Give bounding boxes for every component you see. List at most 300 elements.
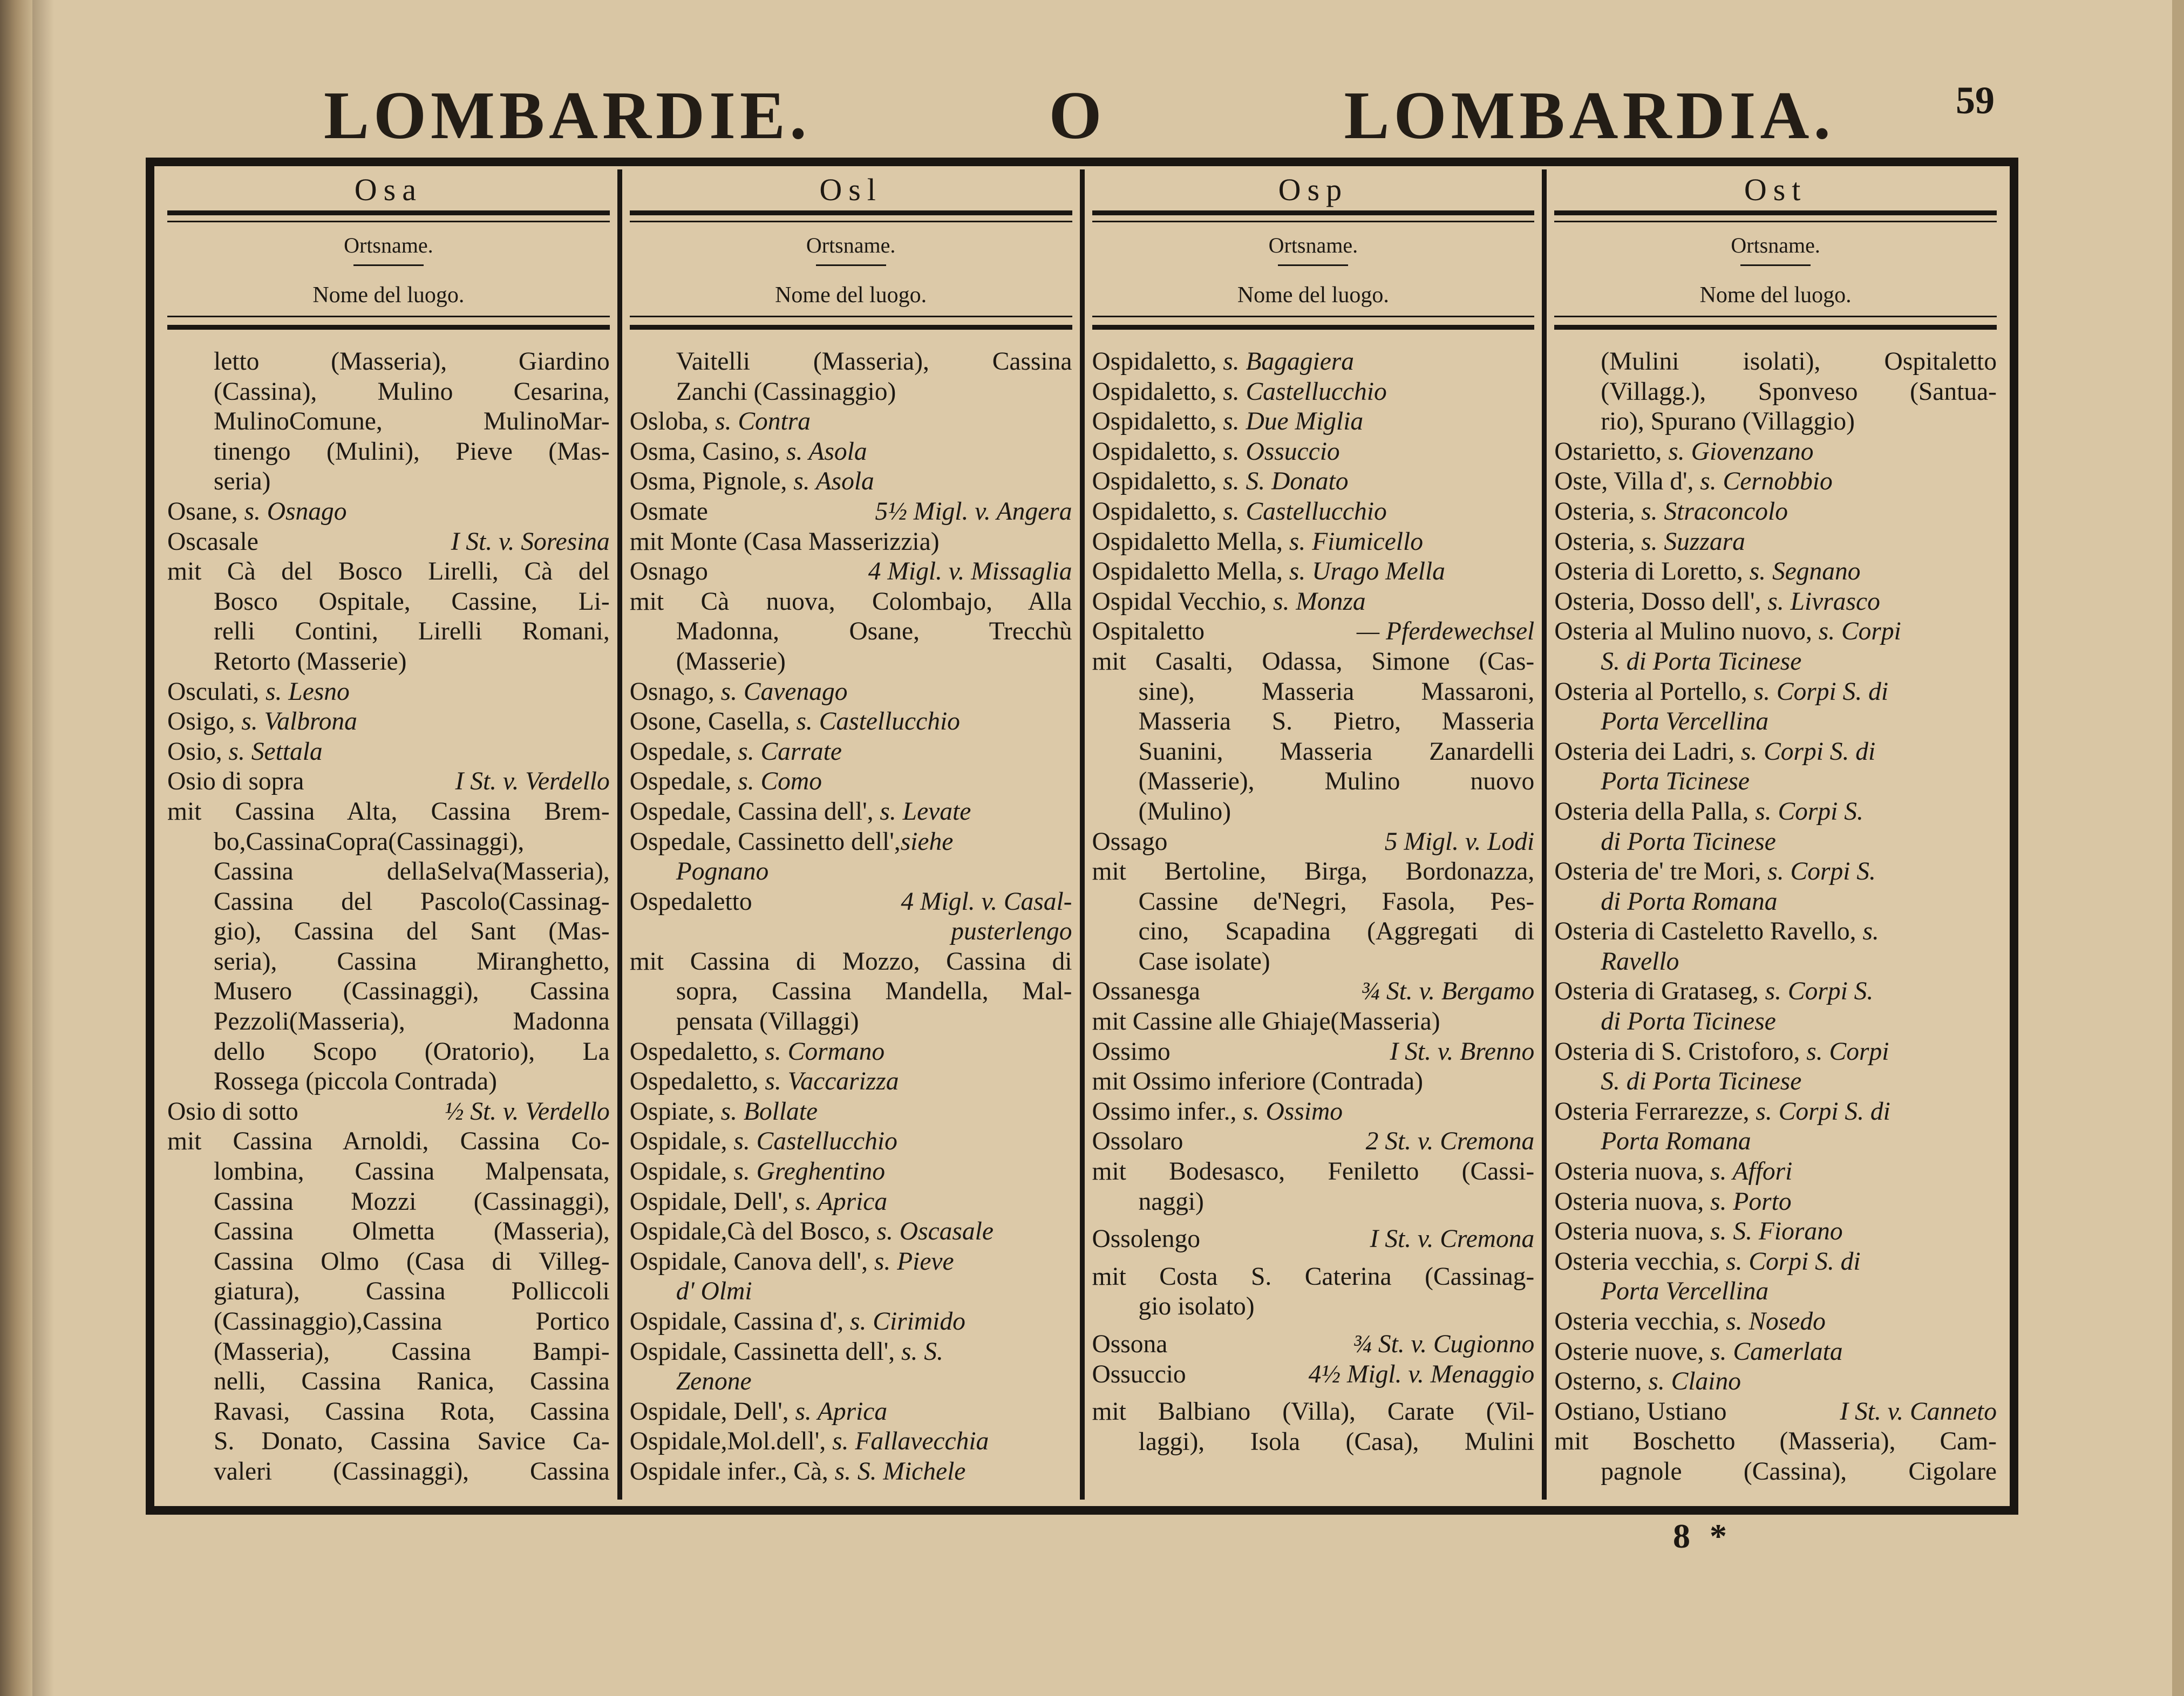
- entry-line: [630, 467, 1072, 497]
- entry-line: [167, 737, 610, 767]
- entry-line: [1554, 1367, 1997, 1397]
- see-ref-place: Corpi S.: [1787, 977, 1874, 1006]
- entry-text: Ossimo infer.,: [1092, 1097, 1237, 1126]
- entry-line: [1092, 977, 1535, 1007]
- entry-line: [1554, 1217, 1997, 1247]
- column-header: Osp: [1278, 172, 1349, 207]
- entry-text: giatura), Cassina Polliccoli: [214, 1277, 610, 1306]
- entry-line: [630, 407, 1072, 437]
- entry-italic: Ravello: [1601, 947, 1679, 976]
- entry-line: [630, 587, 1072, 617]
- entry-line: [167, 947, 610, 977]
- see-ref-place: Pieve: [897, 1247, 954, 1276]
- entry-text: mit Cà nuova, Colombajo, Alla: [629, 587, 1072, 616]
- entry-text: Ossuccio: [1092, 1360, 1186, 1388]
- entry-text: Pezzoli(Masseria), Madonna: [214, 1007, 610, 1036]
- entry-text: Osteria vecchia,: [1554, 1247, 1720, 1276]
- entry-distance: I St. v. Canneto: [1840, 1397, 1997, 1426]
- entry-text: sine), Masseria Massaroni,: [1138, 677, 1535, 706]
- see-ref-marker: s.: [1710, 1337, 1733, 1366]
- entry-text: Osteria della Palla,: [1554, 797, 1749, 826]
- column-header: Osl: [819, 172, 882, 207]
- see-ref-place: Asola: [808, 437, 867, 466]
- entry-line: [167, 407, 610, 437]
- entry-line: [1554, 617, 1997, 647]
- entry-text: Ossolengo: [1092, 1225, 1201, 1254]
- entry-line: [630, 377, 1072, 407]
- entry-line: [1092, 1330, 1535, 1360]
- see-ref-marker: s.: [1755, 797, 1778, 826]
- entry-italic: di Porta Ticinese: [1601, 827, 1776, 856]
- see-ref-marker: s.: [1726, 1247, 1749, 1276]
- see-ref-marker: s.: [738, 767, 761, 796]
- see-ref-place: Segnano: [1772, 557, 1861, 586]
- entry-line: [1092, 347, 1535, 377]
- double-rule: [1554, 316, 1997, 330]
- entry-line: [1554, 497, 1997, 527]
- entry-text: Ospidale, Dell',: [629, 1187, 789, 1216]
- see-ref-place: Affori: [1732, 1157, 1793, 1186]
- entry-text: gio isolato): [1138, 1292, 1255, 1321]
- entry-text: Osma, Casino,: [629, 437, 780, 466]
- see-ref-place: Greghentino: [756, 1157, 885, 1186]
- entry-line: [167, 1337, 610, 1367]
- see-ref-place: Claino: [1671, 1367, 1741, 1396]
- entry-line: [1554, 797, 1997, 827]
- see-ref-marker: s.: [1806, 1037, 1829, 1066]
- entry-line: [630, 1367, 1072, 1397]
- entry-distance: 5 Migl. v. Lodi: [1384, 827, 1535, 856]
- entry-line: [630, 1037, 1072, 1067]
- see-ref-place: Castellucchio: [1246, 377, 1387, 406]
- entry-distance: 4½ Migl. v. Menaggio: [1308, 1360, 1535, 1388]
- entry-line: [167, 767, 610, 797]
- entry-text: Ossolaro: [1092, 1127, 1183, 1156]
- entry-line: [167, 527, 610, 557]
- see-ref-marker: s.: [832, 1427, 855, 1456]
- entry-line: [630, 1067, 1072, 1097]
- double-rule: [1092, 316, 1535, 330]
- see-ref-place: Porto: [1733, 1187, 1792, 1216]
- entry-line: [1554, 347, 1997, 377]
- entry-text: pagnole (Cassina), Cigolare: [1601, 1457, 1997, 1486]
- entry-line: [167, 677, 610, 707]
- entry-line: [167, 617, 610, 647]
- entry-line: [167, 1427, 610, 1457]
- entry-line: [630, 527, 1072, 557]
- see-ref-marker: s.: [1273, 587, 1296, 616]
- entry-text: Ospidaletto,: [1092, 377, 1217, 406]
- entry-line: [1092, 827, 1535, 857]
- entry-line: [1092, 1262, 1535, 1292]
- see-ref-place: Corpi S.: [1778, 797, 1863, 826]
- entry-line: [167, 797, 610, 827]
- entry-distance: 2 St. v. Cremona: [1365, 1127, 1535, 1156]
- entry-text: Ospedale,: [629, 767, 732, 796]
- page-title: [324, 76, 1835, 156]
- see-ref-marker: s.: [1767, 857, 1791, 886]
- entry-line: [1092, 1360, 1535, 1390]
- entry-line: [167, 1127, 610, 1157]
- entry-italic: Pognano: [676, 857, 769, 886]
- entry-text: (Masserie): [676, 647, 786, 676]
- see-ref-place: S. Fiorano: [1733, 1217, 1843, 1246]
- see-ref-marker: s.: [1818, 617, 1841, 646]
- entry-line: [1092, 797, 1535, 827]
- entry-text: Osteria nuova,: [1554, 1187, 1704, 1216]
- see-ref-place: Lesno: [288, 677, 350, 706]
- entry-line: [1092, 467, 1535, 497]
- entry-line: [167, 1457, 610, 1487]
- see-ref-place: Corpi S. di: [1776, 677, 1889, 706]
- entry-line: [1554, 1247, 1997, 1277]
- entry-text: Osteria di S. Cristoforo,: [1554, 1037, 1800, 1066]
- see-ref-place: Corpi S. di: [1778, 1097, 1890, 1126]
- entry-text: mit Balbiano (Villa), Carate (Vil-: [1092, 1398, 1535, 1426]
- see-ref-place: Cormano: [787, 1037, 885, 1066]
- see-ref-place: Fiumicello: [1312, 527, 1423, 556]
- entry-line: [1092, 407, 1535, 437]
- entry-text: letto (Masseria), Giardino: [214, 348, 610, 376]
- entry-line: [630, 437, 1072, 467]
- entry-text: Ospidaletto,: [1092, 407, 1217, 436]
- see-ref-marker: s.: [1668, 437, 1691, 466]
- entry-line: [630, 1307, 1072, 1337]
- entry-line: [630, 1247, 1072, 1277]
- page-number: 59: [1956, 79, 1995, 122]
- entry-text: S. Donato, Cassina Savice Ca-: [214, 1427, 610, 1456]
- entry-distance: ¾ St. v. Cugionno: [1352, 1330, 1535, 1358]
- entry-line: [167, 1067, 610, 1097]
- entry-line: [1554, 407, 1997, 437]
- entry-distance: 5½ Migl. v. Angera: [875, 497, 1072, 526]
- double-rule: [630, 316, 1072, 330]
- see-ref-marker: s.: [1700, 467, 1723, 496]
- entry-text: Ospidaletto Mella,: [1092, 557, 1283, 586]
- entry-line: [167, 857, 610, 887]
- entry-line: [1554, 1037, 1997, 1067]
- entry-text: gio), Cassina del Sant (Mas-: [214, 917, 610, 946]
- entry-text: Case isolate): [1138, 947, 1270, 976]
- entry-line: [1554, 737, 1997, 767]
- label-nome-del-luogo: Nome del luogo.: [312, 283, 465, 308]
- entry-text: Ossona: [1092, 1330, 1168, 1358]
- entry-line: [1554, 1337, 1997, 1367]
- entry-distance: 4 Migl. v. Casal-: [901, 887, 1072, 916]
- entry-text: Masseria S. Pietro, Masseria: [1138, 707, 1535, 736]
- column: [617, 169, 1080, 1500]
- entry-text: Ospidale infer., Cà,: [629, 1457, 828, 1486]
- see-ref-place: S. Donato: [1246, 467, 1349, 496]
- label-ortsname: Ortsname.: [344, 233, 433, 257]
- see-ref-place: Fallavecchia: [855, 1427, 989, 1456]
- label-ortsname: Ortsname.: [1731, 233, 1820, 257]
- entry-text: mit Cassine alle Ghiaje(Masseria): [1092, 1007, 1440, 1036]
- label-nome-del-luogo: Nome del luogo.: [775, 283, 927, 308]
- entry-line: [167, 1187, 610, 1217]
- page-edge: [2172, 0, 2184, 1696]
- entry-text: mit Casalti, Odassa, Simone (Cas-: [1092, 647, 1535, 676]
- entry-text: Ospidale, Cassinetta dell',: [629, 1337, 895, 1366]
- see-ref-marker: s.: [1223, 407, 1246, 436]
- entry-line: [630, 1397, 1072, 1427]
- entry-text: mit Cà del Bosco Lirelli, Cà del: [167, 557, 610, 586]
- entry-text: (Mulini isolati), Ospitaletto: [1601, 348, 1997, 376]
- entry-line: [630, 707, 1072, 737]
- see-ref-marker: s.: [765, 1067, 788, 1096]
- entry-line: [167, 557, 610, 587]
- see-ref-marker: s.: [733, 1157, 757, 1186]
- see-ref-place: Corpi: [1829, 1037, 1889, 1066]
- label-nome-del-luogo: Nome del luogo.: [1699, 283, 1852, 308]
- signature-mark: 8 *: [1673, 1517, 1732, 1555]
- entry-line: [1554, 917, 1997, 947]
- entry-line: [167, 1097, 610, 1127]
- entry-text: Ospedale, Cassinetto dell',: [629, 827, 901, 856]
- see-ref-marker: s.: [1289, 557, 1312, 586]
- entry-text: Cassina Olmo (Casa di Villeg-: [214, 1247, 610, 1276]
- entry-text: Cassina del Pascolo(Cassinag-: [214, 887, 610, 916]
- entry-text: Ospidale,: [629, 1127, 727, 1156]
- entry-line: [1554, 527, 1997, 557]
- see-ref-marker: s.: [1740, 737, 1764, 766]
- entry-text: dello Scopo (Oratorio), La: [214, 1037, 610, 1066]
- entry-line: [167, 1007, 610, 1037]
- entry-text: Osnago,: [629, 677, 715, 706]
- see-ref-marker: s.: [880, 797, 903, 826]
- entry-text: Ospiate,: [629, 1097, 715, 1126]
- entry-text: sopra, Cassina Mandella, Mal-: [676, 977, 1072, 1006]
- entry-italic: di Porta Ticinese: [1601, 1007, 1776, 1036]
- entry-line: [1092, 707, 1535, 737]
- entry-line: [167, 1247, 610, 1277]
- entry-text: Osteria dei Ladri,: [1554, 737, 1734, 766]
- entry-text: Cassina dellaSelva(Masseria),: [214, 857, 610, 886]
- entry-text: Osteria al Mulino nuovo,: [1554, 617, 1812, 646]
- entry-line: [167, 1157, 610, 1187]
- see-ref-place: Corpi S. di: [1764, 737, 1876, 766]
- entry-text: Ossimo: [1092, 1037, 1171, 1066]
- see-ref-place: Castellucchio: [756, 1127, 897, 1156]
- entry-line: [167, 1307, 610, 1337]
- entry-text: Ospidaletto,: [1092, 497, 1217, 526]
- entry-line: [1554, 767, 1997, 797]
- see-ref-place: Cirimido: [873, 1307, 965, 1336]
- entry-line: [1554, 587, 1997, 617]
- column: [1080, 169, 1542, 1500]
- label-ortsname: Ortsname.: [806, 233, 896, 257]
- entry-line: [630, 497, 1072, 527]
- see-ref-place: S. Michele: [857, 1457, 966, 1486]
- entry-text: Osane,: [167, 497, 238, 526]
- title-lombardie: LOMBARDIE.: [324, 78, 811, 153]
- see-ref-marker: s.: [850, 1307, 873, 1336]
- entry-text: lombina, Cassina Malpensata,: [214, 1157, 610, 1186]
- entry-text: Rossega (piccola Contrada): [214, 1067, 497, 1096]
- entry-text: Ospidal Vecchio,: [1092, 587, 1267, 616]
- entry-line: [167, 917, 610, 947]
- entry-line: [1554, 1277, 1997, 1307]
- double-rule: [1554, 210, 1997, 222]
- entry-line: [630, 857, 1072, 887]
- entry-line: [1092, 1007, 1535, 1037]
- entry-text: Retorto (Masserie): [214, 647, 407, 676]
- column: [1542, 169, 2004, 1500]
- entry-text: Cassina Mozzi (Cassinaggi),: [214, 1187, 610, 1216]
- entry-line: [167, 437, 610, 467]
- entry-text: mit Cassina di Mozzo, Cassina di: [629, 947, 1072, 976]
- entry-text: Ospedaletto,: [629, 1067, 759, 1096]
- column: [160, 169, 617, 1500]
- entry-line: [630, 1127, 1072, 1157]
- entry-text: Osloba,: [629, 407, 709, 436]
- see-ref-place: Contra: [738, 407, 811, 436]
- see-ref-marker: s.: [720, 1097, 744, 1126]
- entry-line: [1554, 467, 1997, 497]
- see-ref-place: Bagagiera: [1246, 348, 1355, 376]
- entry-text: MulinoComune, MulinoMar-: [214, 407, 610, 436]
- entry-italic: Porta Ticinese: [1601, 767, 1750, 796]
- entry-text: Bosco Ospitale, Cassine, Li-: [214, 587, 610, 616]
- see-ref-place: Aprica: [817, 1187, 888, 1216]
- entry-line: [1554, 1007, 1997, 1037]
- entry-text: (Villagg.), Sponveso (Santua-: [1601, 377, 1997, 406]
- see-ref-place: Urago Mella: [1312, 557, 1445, 586]
- entry-line: [167, 1397, 610, 1427]
- label-nome-del-luogo: Nome del luogo.: [1237, 283, 1389, 308]
- entry-line: [1092, 917, 1535, 947]
- see-ref-marker: s.: [795, 1187, 818, 1216]
- entry-line: [1092, 647, 1535, 677]
- entry-text: Osnago: [629, 557, 708, 586]
- see-ref-marker: s.: [1223, 348, 1246, 376]
- see-ref-place: Vaccarizza: [787, 1067, 899, 1096]
- entry-line: [1092, 857, 1535, 887]
- entry-line: [1554, 377, 1997, 407]
- see-ref-place: Monza: [1296, 587, 1366, 616]
- see-ref-marker: s.: [715, 407, 738, 436]
- entry-text: Ospidale,Cà del Bosco,: [629, 1217, 870, 1246]
- entry-text: rio), Spurano (Villaggio): [1601, 407, 1855, 436]
- entry-italic: d' Olmi: [676, 1277, 752, 1306]
- entry-line: [167, 707, 610, 737]
- entry-text: bo,CassinaCopra(Cassinaggi),: [214, 827, 525, 856]
- entry-distance: ¾ St. v. Bergamo: [1360, 977, 1535, 1006]
- see-ref-marker: s.: [1243, 1097, 1266, 1126]
- entry-italic: Porta Vercellina: [1601, 1277, 1769, 1306]
- entry-line: [630, 1007, 1072, 1037]
- see-ref-marker: s.: [1710, 1187, 1733, 1216]
- entry-text: mit Bodesasco, Feniletto (Cassi-: [1092, 1157, 1535, 1186]
- entry-text: Osteria al Portello,: [1554, 677, 1747, 706]
- entry-line: [1554, 1097, 1997, 1127]
- entry-line: [630, 1277, 1072, 1307]
- see-ref-marker: s.: [1641, 497, 1664, 526]
- entry-line: [1092, 557, 1535, 587]
- see-ref-marker: s.: [1648, 1367, 1671, 1396]
- see-ref-marker: s.: [1223, 437, 1246, 466]
- entry-italic: Porta Romana: [1601, 1127, 1751, 1156]
- entry-text: Oscasale: [167, 527, 258, 556]
- entry-text: Osma, Pignole,: [629, 467, 787, 496]
- see-ref-marker: s.: [786, 437, 809, 466]
- entry-line: [1092, 737, 1535, 767]
- see-ref-marker: s.: [1710, 1217, 1733, 1246]
- entry-line: [1554, 1067, 1997, 1097]
- entry-text: laggi), Isola (Casa), Mulini: [1138, 1427, 1535, 1456]
- see-ref-place: Asola: [815, 467, 874, 496]
- entry-text: mit Bertoline, Birga, Bordonazza,: [1092, 857, 1535, 886]
- entry-text: Osteria de' tre Mori,: [1554, 857, 1761, 886]
- entry-line: [1092, 1067, 1535, 1097]
- entry-text: relli Contini, Lirelli Romani,: [214, 617, 610, 646]
- entry-line: [1554, 707, 1997, 737]
- short-rule: [1740, 264, 1811, 275]
- entry-line: [1092, 887, 1535, 917]
- entry-line: [1092, 617, 1535, 647]
- entry-text: mit Cassina Arnoldi, Cassina Co-: [167, 1127, 610, 1156]
- entry-line: [167, 1037, 610, 1067]
- entry-text: Suanini, Masseria Zanardelli: [1138, 737, 1535, 766]
- entry-text: Osteria,: [1554, 527, 1635, 556]
- entry-text: Ossanesga: [1092, 977, 1201, 1006]
- entry-line: [1554, 1157, 1997, 1187]
- entry-line: [1092, 527, 1535, 557]
- entry-line: [1554, 887, 1997, 917]
- entry-italic: Zenone: [676, 1367, 752, 1396]
- entry-line: [630, 1457, 1072, 1487]
- title-o: O: [1049, 78, 1106, 153]
- short-rule: [1278, 264, 1348, 275]
- see-ref-marker: s.: [796, 707, 819, 736]
- see-ref-marker: s.: [1641, 527, 1664, 556]
- double-rule: [630, 210, 1072, 222]
- entry-line: [630, 797, 1072, 827]
- entry-line: [1554, 437, 1997, 467]
- entry-line: [630, 647, 1072, 677]
- see-ref-marker: s.: [266, 677, 289, 706]
- entry-line: [630, 1337, 1072, 1367]
- see-ref-marker: s.: [874, 1247, 897, 1276]
- entry-text: Ospidaletto Mella,: [1092, 527, 1283, 556]
- see-ref-marker: s.: [1223, 497, 1246, 526]
- entry-italic: S. di Porta Ticinese: [1601, 1067, 1802, 1096]
- entry-text: Osteria nuova,: [1554, 1157, 1704, 1186]
- see-ref-place: Valbrona: [264, 707, 357, 736]
- book-binding: [0, 0, 32, 1696]
- entry-line: [167, 467, 610, 497]
- entry-text: naggi): [1138, 1187, 1204, 1216]
- entry-text: Osone, Casella,: [629, 707, 790, 736]
- entry-italic: Porta Vercellina: [1601, 707, 1769, 736]
- entry-line: [630, 677, 1072, 707]
- see-ref-marker: s.: [795, 1397, 818, 1426]
- entry-distance: 4 Migl. v. Missaglia: [868, 557, 1072, 586]
- entry-text: mit Monte (Casa Masserizzia): [629, 527, 940, 556]
- entry-line: [630, 1157, 1072, 1187]
- entries-list: [167, 347, 610, 1487]
- entry-text: Zanchi (Cassinaggio): [676, 377, 896, 406]
- entry-line: [167, 587, 610, 617]
- entry-text: seria): [214, 467, 271, 496]
- entry-line: [1092, 1037, 1535, 1067]
- entry-line: [1554, 1307, 1997, 1337]
- entry-line: [167, 1367, 610, 1397]
- entry-line: [1554, 677, 1997, 707]
- entry-line: [630, 1427, 1072, 1457]
- entry-text: Ospedaletto,: [629, 1037, 759, 1066]
- entry-text: Osteria, Dosso dell',: [1554, 587, 1761, 616]
